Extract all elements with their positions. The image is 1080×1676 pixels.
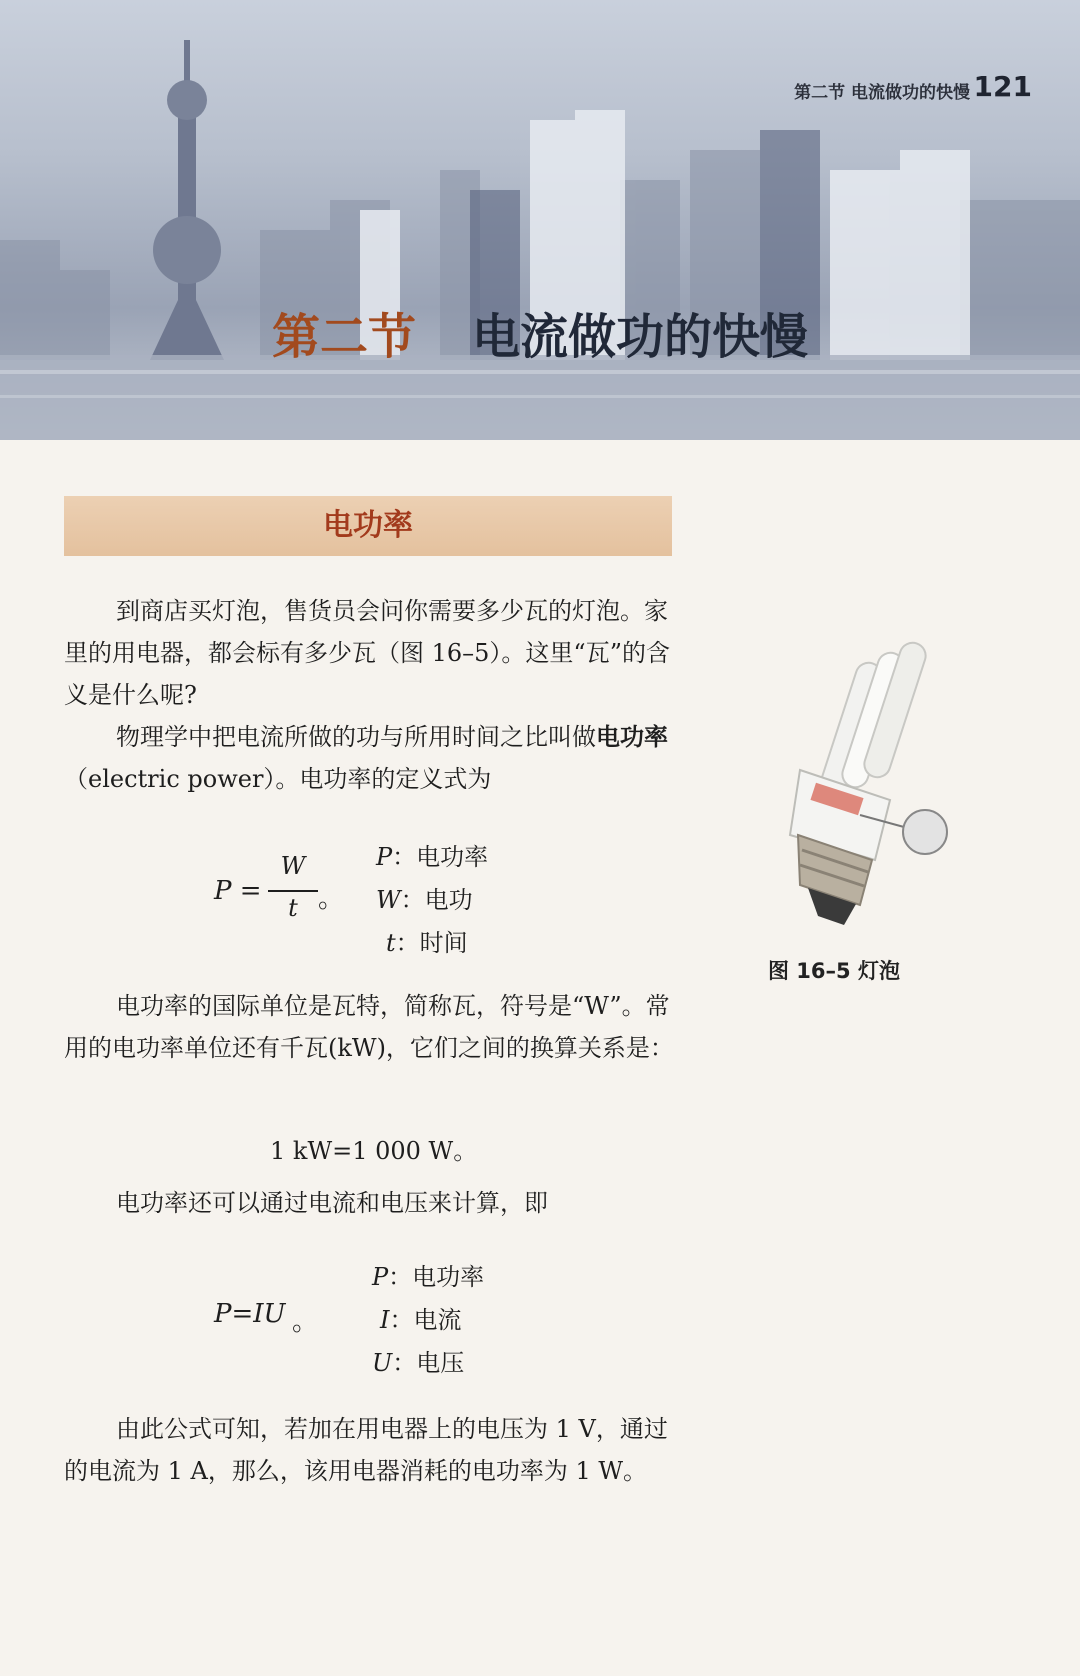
section-heading-bar	[64, 496, 672, 556]
paragraph-5: 由此公式可知，若加在用电器上的电压为 1 V，通过的电流为 1 A，那么，该用电器消耗的电功率为 1 W。	[64, 1415, 668, 1485]
formula1-end: 。	[318, 884, 345, 914]
legend-item	[376, 879, 488, 922]
legend-item	[372, 1256, 484, 1299]
term-electric-power: 电功率	[596, 722, 668, 751]
paragraph-4: 电功率还可以通过电流和电压来计算，即	[116, 1189, 548, 1217]
legend-symbol: t	[386, 929, 396, 957]
formula2-end: 。	[292, 1307, 319, 1337]
section-title: 电功率	[323, 508, 413, 543]
legend-item	[376, 922, 488, 965]
legend-item	[372, 1342, 484, 1385]
page-number: 121	[973, 70, 1032, 103]
formula1-denominator: t	[288, 894, 298, 922]
legend-symbol: U	[372, 1349, 393, 1377]
formula1-numerator: W	[280, 852, 306, 880]
chapter-title	[0, 298, 1080, 367]
legend-item	[372, 1299, 484, 1342]
running-head: 第二节 电流做功的快慢	[794, 83, 970, 103]
paragraph-2-rest: （electric power）。电功率的定义式为	[64, 765, 492, 793]
unit-relation: 1 kW=1 000 W。	[270, 1137, 478, 1165]
paragraph-2	[64, 716, 676, 800]
paragraph-1: 到商店买灯泡，售货员会问你需要多少瓦的灯泡。家里的用电器，都会标有多少瓦（图 16–5）。这里“瓦”的含义是什么呢?	[64, 597, 670, 709]
legend-symbol: P	[372, 1263, 389, 1291]
legend-meaning: ：时间	[395, 929, 468, 957]
legend-item	[376, 836, 488, 879]
chapter-banner	[0, 0, 1080, 440]
formula2-expression: P=IU	[214, 1299, 286, 1329]
figure-caption: 图 16–5 灯泡	[768, 959, 900, 983]
legend-meaning: ：电功率	[392, 843, 489, 871]
formula1-lhs: P =	[214, 876, 262, 906]
legend-meaning: ：电功	[400, 886, 473, 914]
legend-symbol: I	[380, 1306, 390, 1334]
chapter-number: 第二节	[271, 309, 416, 365]
chapter-name: 电流做功的快慢	[472, 309, 809, 365]
legend-meaning: ：电流	[389, 1306, 462, 1334]
formula2-legend	[372, 1256, 484, 1385]
legend-meaning: ：电压	[392, 1349, 465, 1377]
legend-symbol: W	[376, 886, 401, 914]
legend-meaning: ：电功率	[388, 1263, 485, 1291]
formula1-legend	[376, 836, 488, 965]
light-bulb-figure	[760, 620, 960, 940]
paragraph-3: 电功率的国际单位是瓦特，简称瓦，符号是“W”。常用的电功率单位还有千瓦(kW)，它们之间的换算关系是：	[64, 992, 674, 1062]
city-skyline-illustration	[0, 0, 1080, 440]
paragraph-2-start: 物理学中把电流所做的功与所用时间之比叫做	[116, 723, 596, 751]
legend-symbol: P	[376, 843, 393, 871]
fraction-line	[268, 890, 318, 892]
